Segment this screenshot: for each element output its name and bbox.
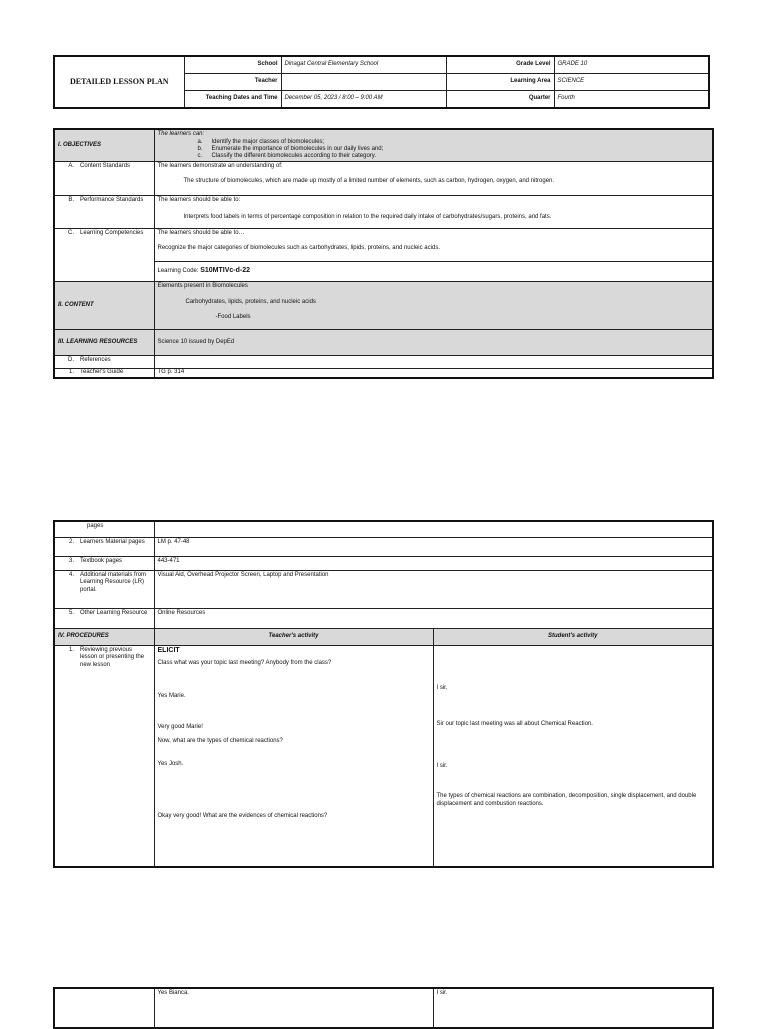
- performance-standards-label: B. Performance Standards: [54, 196, 154, 229]
- continuation-table: [53, 987, 714, 1029]
- learners-material-row: [54, 537, 713, 556]
- content-heading: II. CONTENT: [54, 282, 154, 330]
- content-row: [54, 282, 713, 330]
- performance-standards-cell: [154, 196, 713, 229]
- content-standards-label: A. Content Standards: [54, 162, 154, 196]
- other-resources-value: Online Resources: [154, 608, 713, 628]
- additional-materials-row: [54, 570, 713, 608]
- teacher-line: Yes Marie.: [157, 692, 186, 699]
- student-activity-header: Student's activity: [433, 628, 713, 645]
- student-line: I sir.: [436, 684, 448, 691]
- continuation-step-label: [54, 988, 154, 1028]
- content-standards-text: The structure of biomolecules, which are made up mostly of a limited number of elements, such as carbon, hydrogen, oxygen, and nitrogen.: [183, 177, 555, 184]
- textbook-label: 3. Textbook pages: [54, 556, 154, 570]
- objectives-cell: [154, 129, 713, 162]
- teacher-line: Yes Josh.: [157, 761, 184, 768]
- teacher-activity-cell: [154, 645, 433, 867]
- other-resources-label: 5. Other Learning Resource: [54, 608, 154, 628]
- references-row: [54, 356, 713, 369]
- content-line-1: Elements present in Biomolecules: [157, 283, 248, 290]
- continuation-row: [54, 988, 713, 1028]
- teacher-activity-header: Teacher's activity: [154, 628, 433, 645]
- objectives-list: [158, 139, 710, 161]
- teacher-label: Teacher: [184, 74, 281, 91]
- learning-code-label: Learning Code:: [157, 268, 199, 275]
- content-line-2: Carbohydrates, lipids, proteins, and nucleic acids: [185, 298, 316, 305]
- school-value: Dinagat Central Elementary School: [281, 56, 446, 74]
- objective-item: c. Classify the different biomolecules according to their category.: [197, 152, 377, 159]
- learning-competencies-label: C. Learning Competencies: [54, 229, 154, 282]
- lesson-plan-header: [53, 55, 710, 109]
- continuation-teacher-line: Yes Bianca.: [154, 988, 433, 1028]
- learning-code-value: S10MTIVc-d-22: [200, 267, 250, 275]
- document-title: DETAILED LESSON PLAN: [54, 56, 184, 108]
- teacher-value: [281, 74, 446, 91]
- additional-materials-label: 4. Additional materials from Learning Resource (LR) portal.: [54, 570, 154, 608]
- content-standards-intro: The learners demonstrate an understanding of:: [157, 163, 283, 170]
- teachers-guide-continued-value: [154, 521, 713, 537]
- other-resources-row: [54, 608, 713, 628]
- student-line: The types of chemical reactions are combination, decomposition, single displacement, and double displacement and combustion reactions.: [436, 793, 697, 807]
- performance-standards-row: [54, 196, 713, 229]
- grade-level-label: Grade Level: [446, 56, 554, 74]
- procedures-header-row: [54, 628, 713, 645]
- objectives-row: [54, 129, 713, 162]
- teacher-line: Now, what are the types of chemical reactions?: [157, 737, 283, 744]
- student-line: Sir our topic last meeting was all about Chemical Reaction.: [436, 721, 593, 727]
- performance-standards-intro: The learners should be able to:: [157, 197, 241, 204]
- teachers-guide-row: [54, 369, 713, 378]
- objectives-table: [53, 128, 714, 379]
- learning-competencies-intro: The learners should be able to…: [157, 230, 245, 237]
- teachers-guide-label: 1. Teacher's Guide: [54, 369, 154, 378]
- content-line-3: -Food Labels: [215, 314, 251, 321]
- additional-materials-value: Visual Aid, Overhead Projector Screen, Laptop and Presentation: [154, 570, 713, 608]
- teaching-dates-label: Teaching Dates and Time: [184, 91, 281, 109]
- content-cell: [154, 282, 713, 330]
- procedures-heading: IV. PROCEDURES: [54, 628, 154, 645]
- learners-material-value: LM p. 47-48: [154, 537, 713, 556]
- learning-competencies-cell: [154, 229, 713, 262]
- performance-standards-text: Interprets food labels in terms of percentage composition in relation to the required daily intake of carbohydrates/sugars, proteins, and fats.: [183, 213, 552, 220]
- learning-competencies-text: Recognize the major categories of biomolecules such as carbohydrates, lipids, proteins, and nucleic acids.: [157, 244, 440, 251]
- teachers-guide-continued-row: [54, 521, 713, 537]
- resources-procedures-table: [53, 520, 714, 868]
- quarter-label: Quarter: [446, 91, 554, 109]
- learning-competencies-row: [54, 229, 713, 262]
- quarter-value: Fourth: [554, 91, 709, 109]
- teaching-dates-value: December 05, 2023 / 8:00 – 9:00 AM: [281, 91, 446, 109]
- procedure-step-label: 1. Reviewing previous lesson or presenting the new lesson: [54, 645, 154, 867]
- learning-resources-heading: III. LEARNING RESOURCES: [54, 330, 154, 356]
- procedure-step-row: [54, 645, 713, 867]
- learning-area-value: SCIENCE: [554, 74, 709, 91]
- content-standards-row: [54, 162, 713, 196]
- teacher-line: Class what was your topic last meeting? Anybody from the class?: [157, 660, 332, 667]
- teachers-guide-continued-label: pages: [54, 521, 154, 537]
- learning-code-cell: [154, 262, 713, 282]
- school-label: School: [184, 56, 281, 74]
- objective-item: a. Identify the major classes of biomolecules;: [197, 138, 325, 145]
- objective-item: b. Enumerate the importance of biomolecules in our daily lives and;: [197, 145, 384, 152]
- teachers-guide-value: TG p. 314: [154, 369, 713, 378]
- learning-area-label: Learning Area: [446, 74, 554, 91]
- references-label: D. References: [54, 356, 154, 369]
- objectives-intro: The learners can:: [157, 131, 205, 137]
- student-activity-cell: [433, 645, 713, 867]
- learning-resources-row: [54, 330, 713, 356]
- references-value: [154, 356, 713, 369]
- textbook-value: 443-471: [154, 556, 713, 570]
- student-line: I sir.: [436, 762, 448, 769]
- teacher-line: Okay very good! What are the evidences of chemical reactions?: [157, 812, 328, 819]
- continuation-student-line: I sir.: [433, 988, 713, 1028]
- teacher-line: Very good Marie!: [157, 724, 203, 731]
- elicit-label: ELICIT: [157, 646, 180, 654]
- grade-level-value: GRADE 10: [554, 56, 709, 74]
- textbook-row: [54, 556, 713, 570]
- learners-material-label: 2. Learners Material pages: [54, 537, 154, 556]
- content-standards-cell: [154, 162, 713, 196]
- learning-resources-value: Science 10 issued by DepEd: [154, 330, 713, 356]
- objectives-heading: I. OBJECTIVES: [54, 129, 154, 162]
